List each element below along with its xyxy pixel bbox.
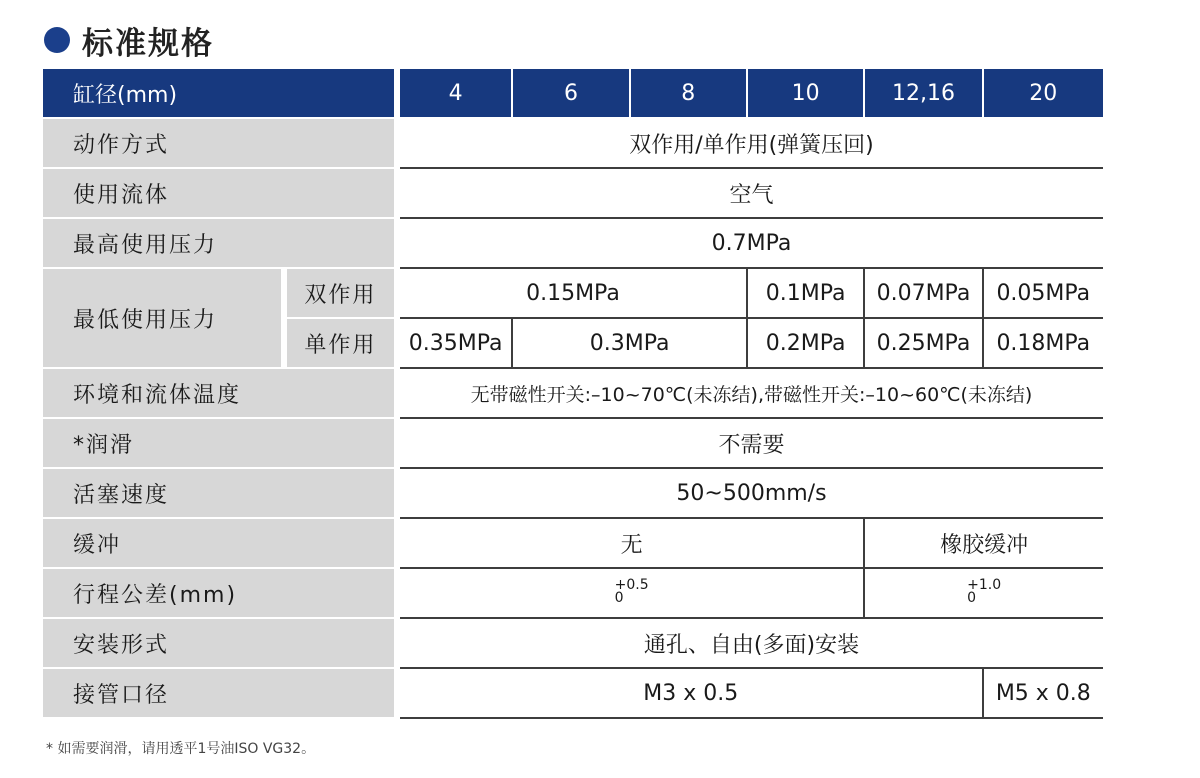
action-value: 双作用/单作用(弹簧压回) (397, 118, 1103, 168)
bore-6: 6 (512, 69, 629, 118)
bore-10: 10 (747, 69, 864, 118)
bore-12-16: 12,16 (864, 69, 982, 118)
row-cushion (43, 518, 1103, 568)
bore-header-label: 缸径(mm) (43, 69, 397, 118)
section-title (44, 18, 214, 62)
double-min-pressure-10: 0.1MPa (747, 268, 864, 318)
header-row (43, 69, 1103, 118)
cushion-label: 缓冲 (43, 518, 397, 568)
row-piston-speed (43, 468, 1103, 518)
single-min-pressure-4: 0.35MPa (397, 318, 512, 368)
single-min-pressure-10: 0.2MPa (747, 318, 864, 368)
bore-4: 4 (397, 69, 512, 118)
row-mounting (43, 618, 1103, 668)
single-acting-label: 单作用 (284, 318, 397, 368)
spec-table (43, 69, 1103, 719)
temperature-label: 环境和流体温度 (43, 368, 397, 418)
row-port-size (43, 668, 1103, 718)
single-min-pressure-20: 0.18MPa (983, 318, 1103, 368)
fluid-label: 使用流体 (43, 168, 397, 218)
stroke-tolerance-small (397, 568, 864, 618)
row-fluid (43, 168, 1103, 218)
footnote: * 如需要润滑，请用透平1号油ISO VG32。 (46, 741, 316, 757)
tolerance-lower: 0 (967, 589, 977, 606)
double-min-pressure-12-16: 0.07MPa (864, 268, 982, 318)
min-pressure-label: 最低使用压力 (43, 268, 284, 368)
bullet-dot-icon (44, 27, 70, 53)
piston-speed-value: 50~500mm/s (397, 468, 1103, 518)
double-min-pressure-20: 0.05MPa (983, 268, 1103, 318)
double-acting-label: 双作用 (284, 268, 397, 318)
lubrication-label: *润滑 (43, 418, 397, 468)
cushion-value-none: 无 (397, 518, 864, 568)
max-pressure-value: 0.7MPa (397, 218, 1103, 268)
mounting-value: 通孔、自由(多面)安装 (397, 618, 1103, 668)
stroke-tolerance-large (864, 568, 1103, 618)
bore-8: 8 (630, 69, 747, 118)
action-label: 动作方式 (43, 118, 397, 168)
lubrication-value: 不需要 (397, 418, 1103, 468)
row-lubrication (43, 418, 1103, 468)
row-max-pressure (43, 218, 1103, 268)
cushion-value-rubber: 橡胶缓冲 (864, 518, 1103, 568)
port-size-m3: M3 x 0.5 (397, 668, 983, 718)
tolerance-lower: 0 (614, 589, 624, 606)
row-action (43, 118, 1103, 168)
row-stroke-tolerance (43, 568, 1103, 618)
temperature-value: 无带磁性开关:–10~70℃(未冻结),带磁性开关:–10~60℃(未冻结) (397, 368, 1103, 418)
tolerance-group (967, 576, 1002, 606)
port-size-label: 接管口径 (43, 668, 397, 718)
fluid-value: 空气 (397, 168, 1103, 218)
double-min-pressure-4-8: 0.15MPa (397, 268, 747, 318)
tolerance-upper: +0.5 (614, 576, 649, 593)
stroke-tolerance-label: 行程公差(mm) (43, 568, 397, 618)
port-size-m5: M5 x 0.8 (983, 668, 1103, 718)
single-min-pressure-6-8: 0.3MPa (512, 318, 747, 368)
bore-20: 20 (983, 69, 1103, 118)
piston-speed-label: 活塞速度 (43, 468, 397, 518)
row-min-pressure-double (43, 268, 1103, 318)
row-temperature (43, 368, 1103, 418)
tolerance-upper: +1.0 (967, 576, 1002, 593)
tolerance-group (614, 576, 649, 606)
single-min-pressure-12-16: 0.25MPa (864, 318, 982, 368)
mounting-label: 安装形式 (43, 618, 397, 668)
section-title-text: 标准规格 (82, 25, 214, 62)
max-pressure-label: 最高使用压力 (43, 218, 397, 268)
